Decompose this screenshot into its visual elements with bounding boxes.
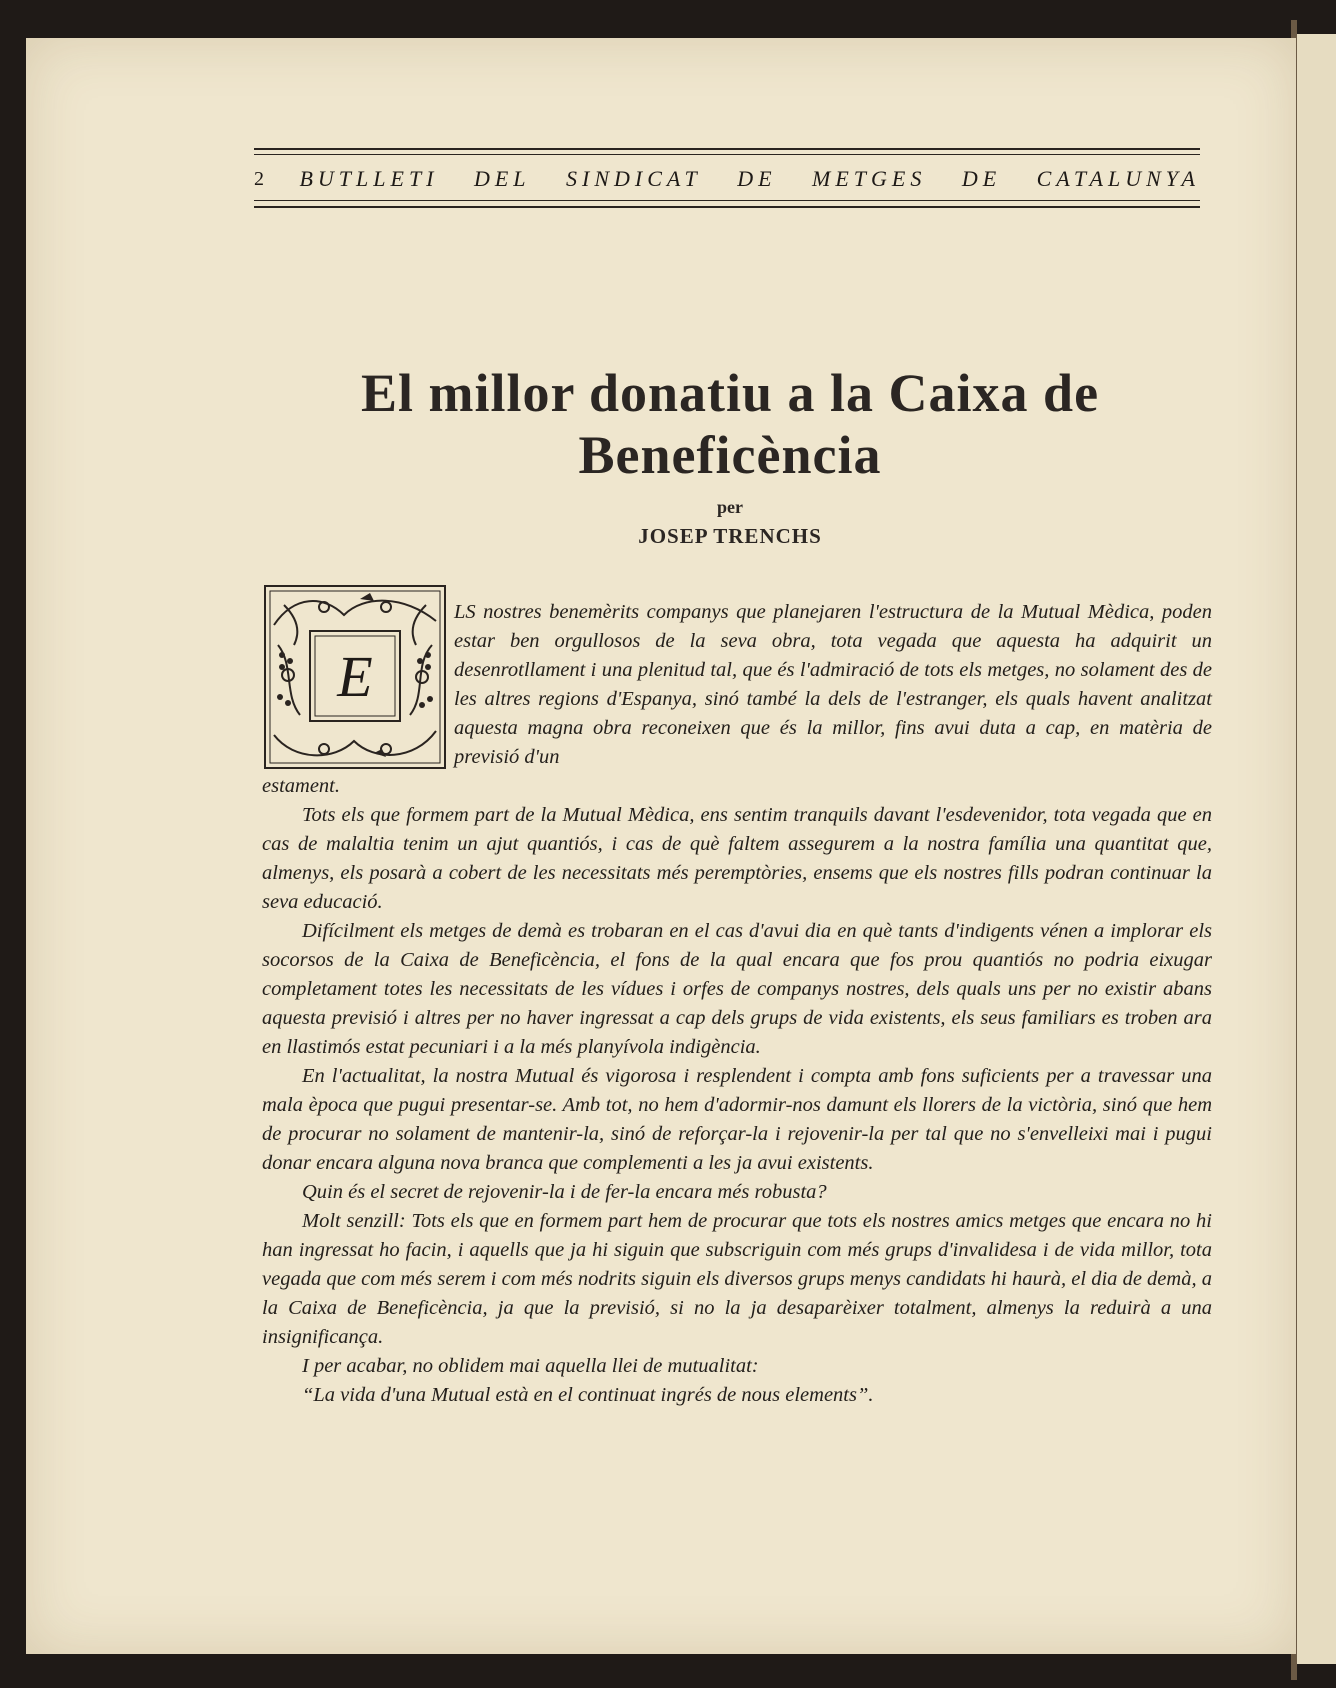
header-word: METGES — [812, 166, 927, 191]
header-rule — [254, 200, 1200, 201]
header-word: DE — [737, 166, 777, 191]
header-line — [254, 160, 1200, 198]
author-name: JOSEP TRENCHS — [638, 524, 822, 548]
paragraph: En l'actualitat, la nostra Mutual és vigorosa i resplendent i compta amb fons suficients per a travessar una mala època que pugui presentar-se. Amb tot, no hem d'adormir-nos damunt els llorers de la victòria, sinó que hem de procurar no solament de mantenir-la, sinó de reforçar-la i rejovenir-la per tal que no s'envelleixi mai i pugui donar encara alguna nova branca que complementi a les ja avui existents. — [262, 1065, 1212, 1174]
header-word: DEL — [473, 166, 531, 191]
paragraph: Difícilment els metges de demà es trobaran en el cas d'avui dia en què tants d'indigents vénen a implorar els socorsos de la Caixa de Beneficència, el fons de la qual encara que fos prou quantiós no podria eixugar completament totes les necessitats de les vídues i orfes de companys nostres, dels quals uns per no existir abans aquesta previsió i altres per no haver ingressat a cap dels grups de vida existents, els seus familiars es troben ara en llastimós estat pecuniari i a la més planyívola indigència. — [262, 920, 1212, 1058]
header-word: DE — [961, 166, 1002, 191]
paragraph: Molt senzill: Tots els que en formem part hem de procurar que tots els nostres amics metges que encara no hi han ingressat ho facin, i aquells que ja hi siguin que subscriguin com més grups d'invalidesa i de vida millor, tota vegada que com més serem i com més nodrits siguin els diversos grups menys candidats hi haurà, el dia de demà, a la Caixa de Beneficència, ja que la previsió, si no la ja desaparèixer totalment, almenys la reduirà a una insignificança. — [262, 1210, 1212, 1348]
header-rule — [254, 206, 1200, 208]
header-rule — [254, 148, 1200, 150]
running-header — [254, 148, 1200, 212]
drop-cap-letter: E — [337, 643, 373, 709]
header-word: CATALUNYA — [1036, 166, 1200, 191]
first-paragraph-wrapped-text: LS nostres benemèrits companys que planejaren l'estructura de la Mutual Mèdica, poden estar ben orgullosos de la seva obra, tota vegada que aquesta ha adquirit un desenrotllament i una plenitud tal, que és l'admiració de tots els metges, no solament des de les altres regions d'Espanya, sinó també la dels de l'estranger, els quals havent analitzat aquesta magna obra reconeixen que és la millor, fins avui duta a cap, en matèria de previsió d'un — [454, 601, 1212, 768]
article-title — [240, 362, 1220, 486]
header-word: SINDICAT — [566, 166, 702, 191]
facing-page-edge — [1297, 34, 1336, 1664]
header-word: BUTLLETI — [299, 166, 439, 191]
article-title-line: Beneficència — [578, 425, 882, 485]
first-paragraph — [262, 598, 1212, 801]
article-title-line: El millor donatiu a la Caixa de — [360, 363, 1100, 423]
page-number: 2 — [254, 167, 264, 190]
article-body — [262, 598, 1212, 1410]
paragraph: Tots els que formem part de la Mutual Mèdica, ens sentim tranquils davant l'esdevenidor, tota vegada que en cas de malaltia tenim un ajut quantiós, i cas de què faltem assegurem a la nostra família una quantitat que, almenys, els posarà a cobert de les necessitats més peremptòries, ensems que els nostres fills podran continuar la seva educació. — [262, 804, 1212, 913]
paragraph: I per acabar, no oblidem mai aquella llei de mutualitat: — [302, 1355, 759, 1377]
paragraph: Quin és el secret de rejovenir-la i de fer-la encara més robusta? — [302, 1181, 827, 1203]
closing-quote: “La vida d'una Mutual està en el continuat ingrés de nous elements”. — [302, 1384, 874, 1406]
first-paragraph-tail: estament. — [262, 775, 340, 797]
header-rule — [254, 154, 1200, 155]
byline-per: per — [717, 497, 743, 517]
